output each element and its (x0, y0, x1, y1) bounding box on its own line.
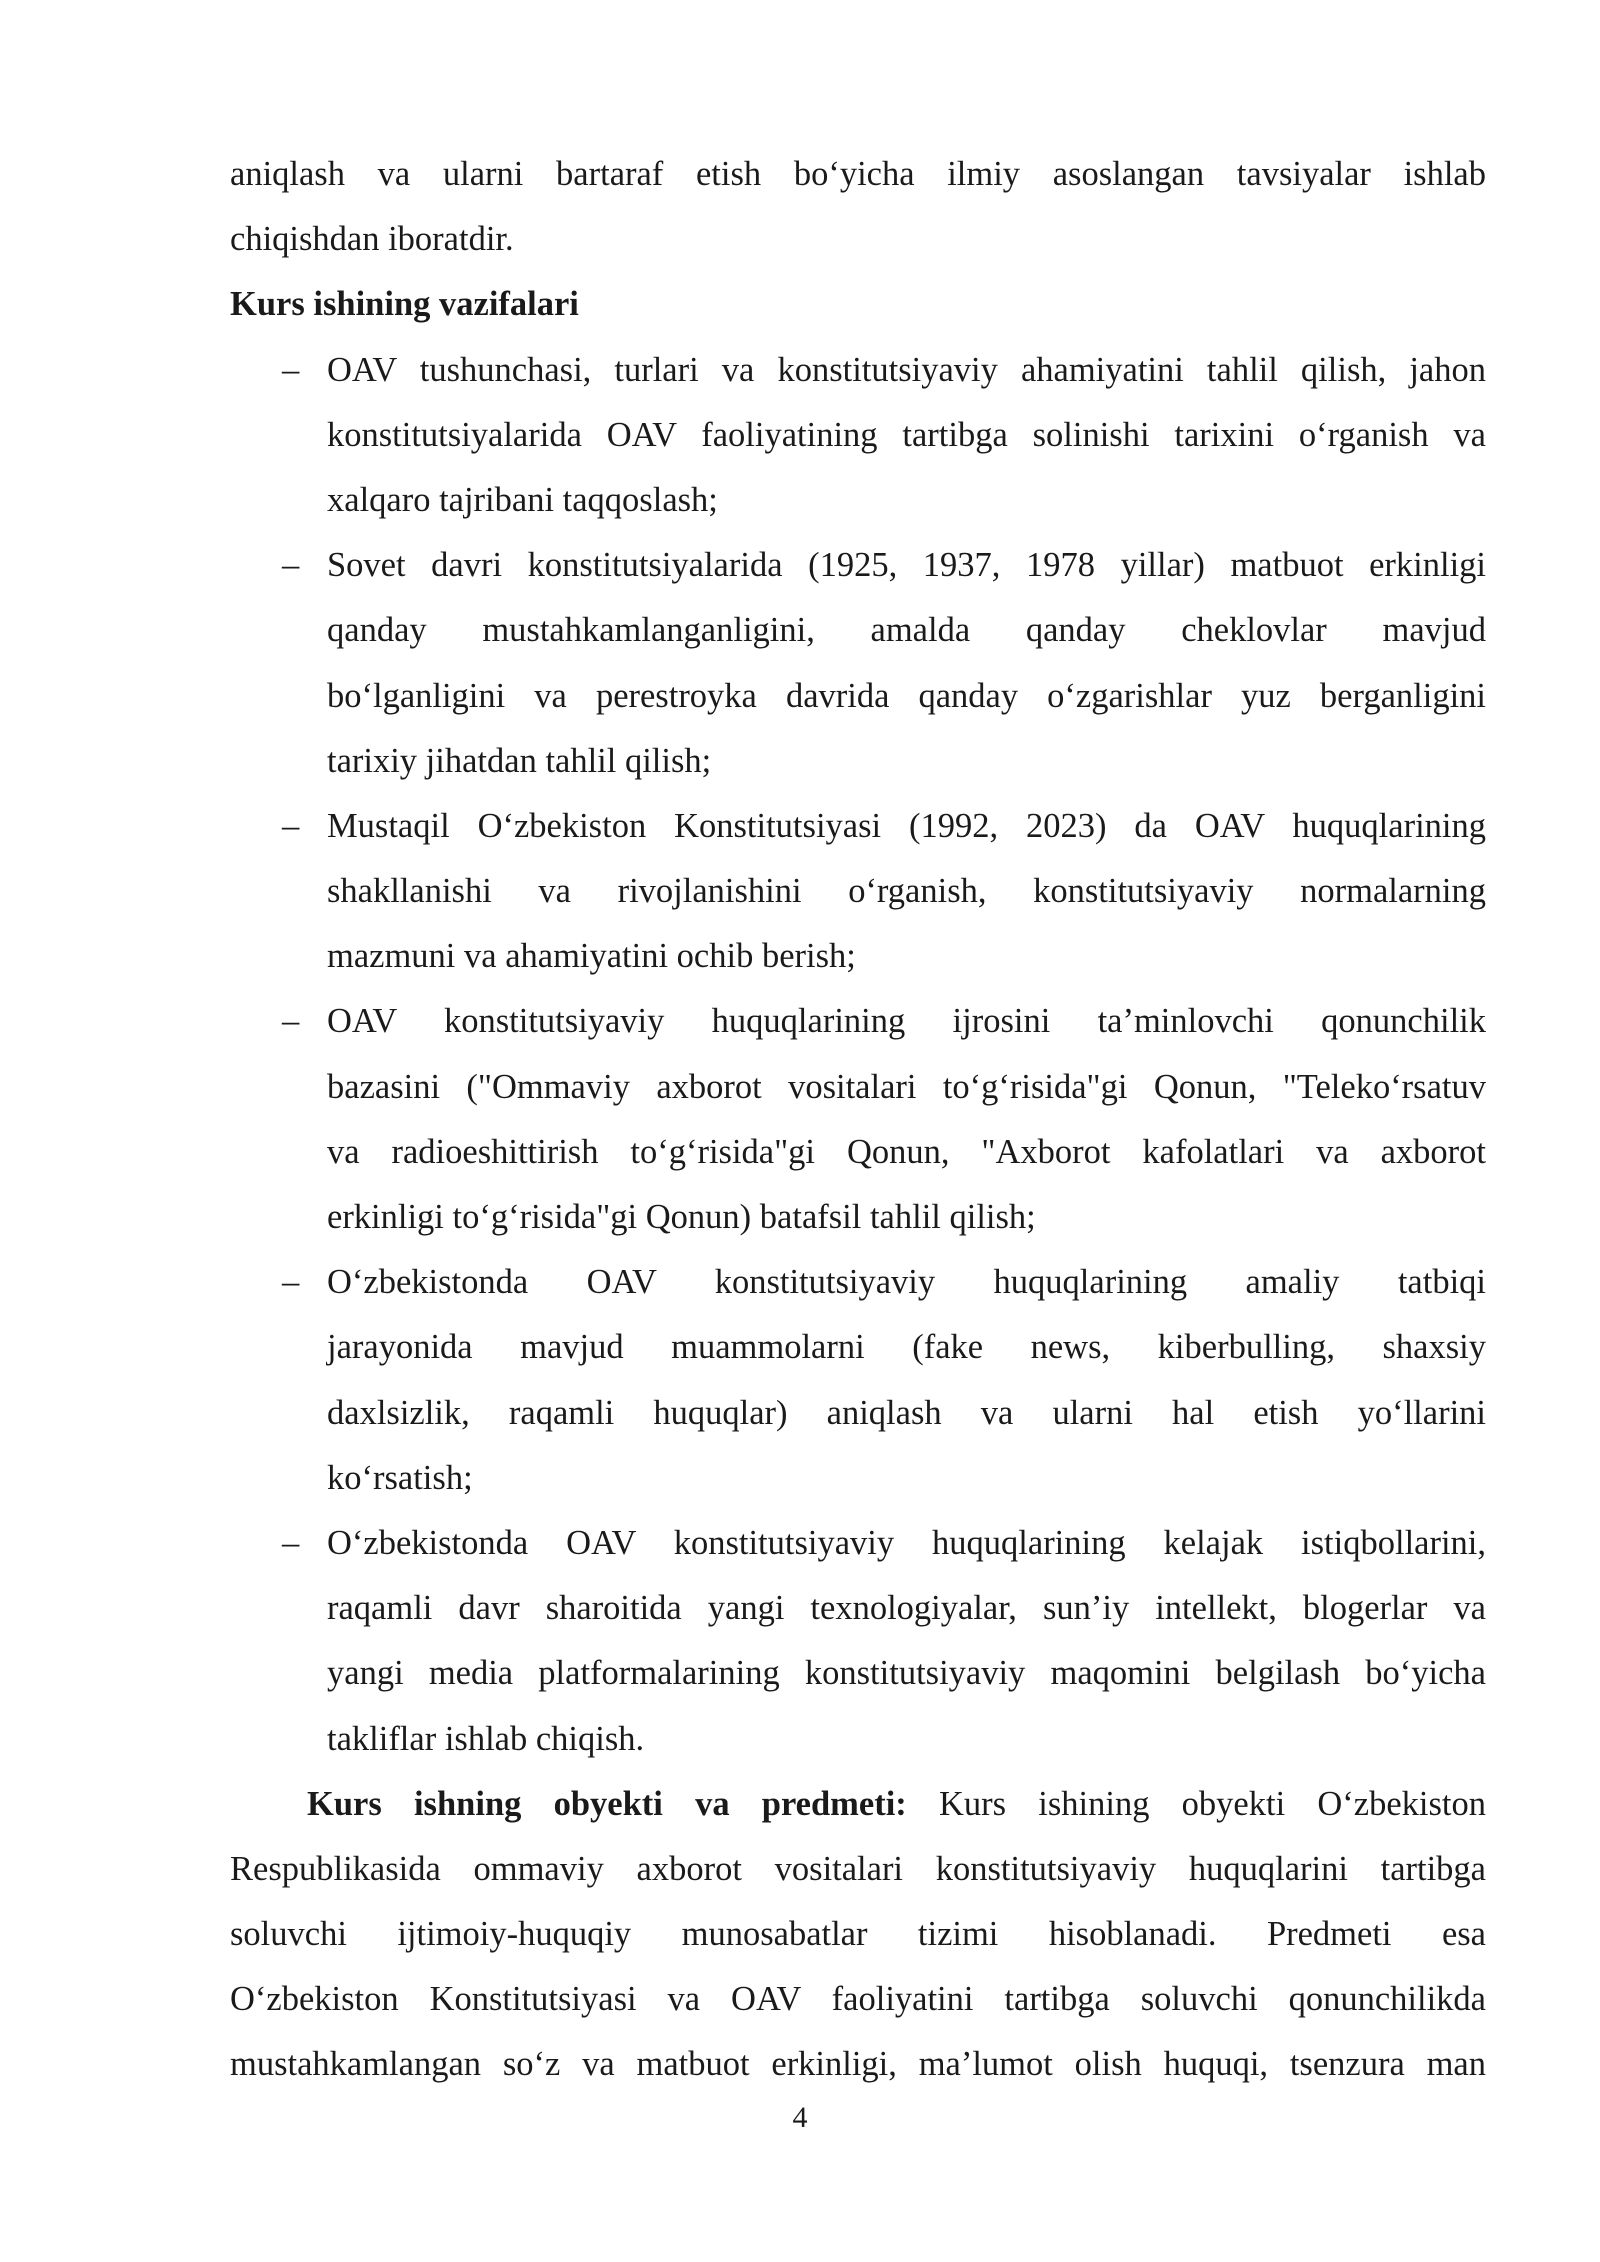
task-line: tarixiy jihatdan tahlil qilish; (327, 741, 712, 780)
task-line: xalqaro tajribani taqqoslash; (327, 480, 718, 519)
intro-line-1: aniqlash va ularni bartaraf etish bo‘yicha ilmiy asoslangan tavsiyalar ishlab (230, 155, 1486, 193)
task-line: jarayonida mavjud muammolarni (fake news, kiberbulling, shaxsiy (327, 1328, 1486, 1367)
dash-bullet: – (282, 806, 300, 845)
task-line: O‘zbekistonda OAV konstitutsiyaviy huquqlarining amaliy tatbiqi (327, 1263, 1486, 1302)
task-line: bo‘lganligini va perestroyka davrida qanday o‘zgarishlar yuz berganligini (327, 676, 1486, 715)
object-paragraph-line: mustahkamlangan so‘z va matbuot erkinligi, ma’lumot olish huquqi, tsenzura man (230, 2045, 1486, 2084)
document-page (230, 142, 1486, 2098)
dash-bullet: – (282, 1002, 300, 1041)
tasks-list (230, 338, 1486, 1772)
dash-bullet: – (282, 1523, 300, 1562)
task-line: yangi media platformalarining konstitutsiyaviy maqomini belgilash bo‘yicha (327, 1654, 1486, 1693)
dash-bullet: – (282, 546, 300, 585)
task-line: OAV tushunchasi, turlari va konstitutsiyaviy ahamiyatini tahlil qilish, jahon (327, 350, 1486, 389)
object-paragraph-line: soluvchi ijtimoiy-huquqiy munosabatlar tizimi hisoblanadi. Predmeti esa (230, 1915, 1486, 1954)
task-line: Sovet davri konstitutsiyalarida (1925, 1937, 1978 yillar) matbuot erkinligi (327, 546, 1486, 585)
task-list-item (230, 1511, 1486, 1772)
task-list-item (230, 338, 1486, 534)
task-list-item (230, 794, 1486, 990)
task-list-item (230, 1250, 1486, 1511)
task-line: O‘zbekistonda OAV konstitutsiyaviy huquqlarining kelajak istiqbollarini, (327, 1523, 1486, 1562)
object-paragraph-first-rest: Kurs ishining obyekti O‘zbekiston (939, 1784, 1487, 1823)
dash-bullet: – (282, 350, 300, 389)
task-line: konstitutsiyalarida OAV faoliyatining tartibga solinishi tarixini o‘rganish va (327, 415, 1486, 454)
task-line: bazasini ("Ommaviy axborot vositalari to‘g‘risida"gi Qonun, "Teleko‘rsatuv (327, 1067, 1486, 1106)
intro-line-2: chiqishdan iboratdir. (230, 220, 514, 259)
task-line: OAV konstitutsiyaviy huquqlarining ijrosini ta’minlovchi qonunchilik (327, 1002, 1486, 1041)
task-line: Mustaqil O‘zbekiston Konstitutsiyasi (1992, 2023) da OAV huquqlarining (327, 806, 1486, 845)
object-paragraph-line: O‘zbekiston Konstitutsiyasi va OAV faoliyatini tartibga soluvchi qonunchilikda (230, 1980, 1486, 2019)
object-paragraph-line-1 (230, 1772, 1486, 1837)
tasks-heading: Kurs ishining vazifalari (230, 285, 579, 324)
task-line: va radioeshittirish to‘g‘risida"gi Qonun, "Axborot kafolatlari va axborot (327, 1132, 1486, 1171)
page-number: 4 (792, 2101, 808, 2134)
task-line: ko‘rsatish; (327, 1458, 473, 1497)
task-list-item (230, 989, 1486, 1250)
task-line: shakllanishi va rivojlanishini o‘rganish, konstitutsiyaviy normalarning (327, 872, 1486, 911)
object-paragraph-lead: Kurs ishning obyekti va predmeti: (307, 1784, 907, 1823)
task-list-item (230, 533, 1486, 794)
dash-bullet: – (282, 1263, 300, 1302)
task-line: raqamli davr sharoitida yangi texnologiyalar, sun’iy intellekt, blogerlar va (327, 1589, 1486, 1628)
object-paragraph (230, 1772, 1486, 2098)
task-line: takliflar ishlab chiqish. (327, 1719, 645, 1758)
object-paragraph-line: Respublikasida ommaviy axborot vositalari konstitutsiyaviy huquqlarini tartibga (230, 1849, 1486, 1888)
task-line: mazmuni va ahamiyatini ochib berish; (327, 937, 856, 976)
task-line: erkinligi to‘g‘risida"gi Qonun) batafsil tahlil qilish; (327, 1198, 1036, 1236)
task-line: daxlsizlik, raqamli huquqlar) aniqlash va ularni hal etish yo‘llarini (327, 1393, 1486, 1432)
task-line: qanday mustahkamlanganligini, amalda qanday cheklovlar mavjud (327, 611, 1486, 650)
